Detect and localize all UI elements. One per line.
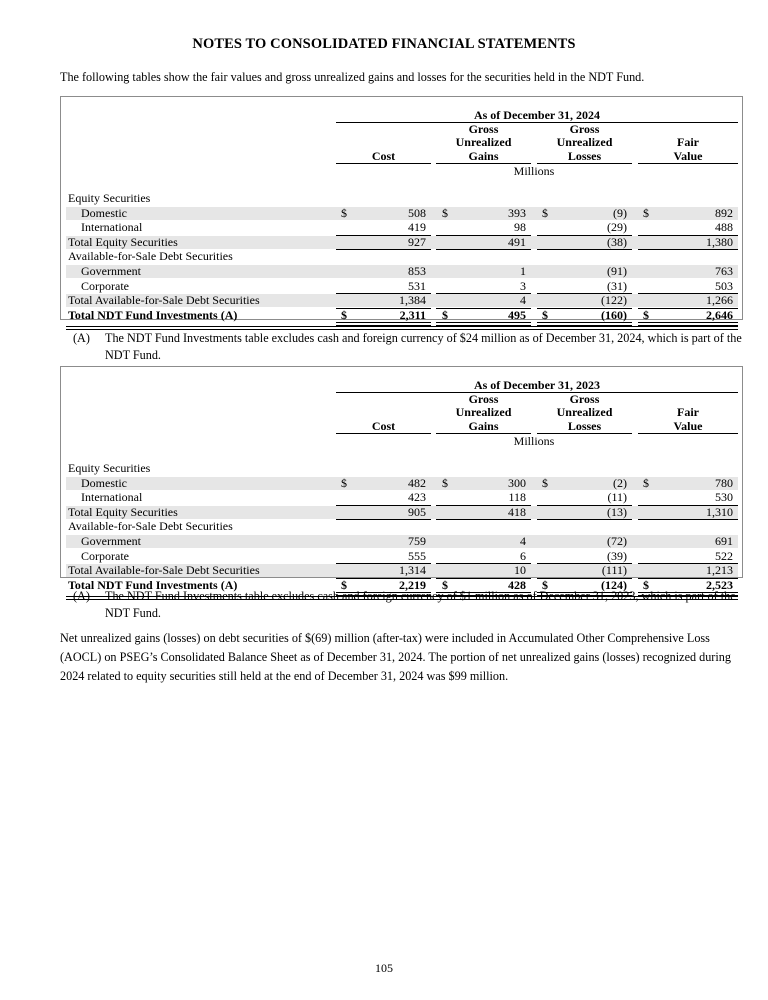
losses-value: (29) bbox=[607, 220, 627, 235]
page-title: NOTES TO CONSOLIDATED FINANCIAL STATEMENTS bbox=[192, 36, 576, 52]
gains-value: 6 bbox=[520, 548, 526, 563]
currency-symbol: $ bbox=[442, 307, 448, 322]
gains-value: 495 bbox=[508, 307, 526, 322]
cost-value: 1,384 bbox=[399, 293, 426, 308]
table-row bbox=[66, 564, 738, 577]
table-row bbox=[66, 294, 738, 307]
losses-header: Unrealized bbox=[556, 135, 613, 150]
cost-value: 531 bbox=[408, 278, 426, 293]
table-row bbox=[66, 506, 738, 519]
cost-value: 905 bbox=[408, 504, 426, 519]
units-label: Millions bbox=[513, 434, 555, 448]
losses-value: (38) bbox=[607, 234, 627, 249]
fair-value-header-underline bbox=[638, 433, 738, 434]
cost-header: Cost bbox=[371, 148, 396, 163]
gains-value: 300 bbox=[508, 475, 526, 490]
fair-value: 530 bbox=[715, 490, 733, 505]
row-label: International bbox=[81, 220, 143, 235]
gains-header: Unrealized bbox=[455, 405, 512, 420]
cost-value: 1,314 bbox=[399, 563, 426, 578]
row-label: Available-for-Sale Debt Securities bbox=[68, 249, 233, 264]
gains-value: 1 bbox=[520, 264, 526, 278]
cost-value: 508 bbox=[408, 205, 426, 220]
fair-value-header: Fair bbox=[677, 135, 699, 150]
currency-symbol: $ bbox=[341, 577, 347, 592]
losses-value: (2) bbox=[613, 475, 627, 490]
row-label: Government bbox=[81, 264, 141, 278]
table-row bbox=[66, 192, 738, 205]
losses-header: Gross bbox=[569, 122, 600, 137]
table-row bbox=[66, 462, 738, 475]
table-row bbox=[66, 221, 738, 234]
gains-value: 3 bbox=[520, 278, 526, 293]
cost-value: 419 bbox=[408, 220, 426, 235]
period-header: As of December 31, 2023 bbox=[473, 378, 601, 392]
row-label: International bbox=[81, 490, 143, 505]
page-number: 105 bbox=[375, 961, 393, 975]
currency-symbol: $ bbox=[442, 475, 448, 490]
losses-value: (13) bbox=[607, 504, 627, 519]
table-row bbox=[66, 477, 738, 490]
row-label: Government bbox=[81, 534, 141, 548]
losses-value: (91) bbox=[607, 264, 627, 278]
fair-value: 1,266 bbox=[706, 293, 733, 308]
footnote-tag: (A) bbox=[73, 331, 90, 345]
losses-value: (72) bbox=[607, 534, 627, 548]
losses-header: Losses bbox=[567, 148, 602, 163]
row-label: Total Available-for-Sale Debt Securities bbox=[68, 293, 260, 308]
table-row bbox=[66, 236, 738, 249]
gains-value: 118 bbox=[508, 490, 526, 505]
fair-value: 2,646 bbox=[706, 307, 733, 322]
gains-value: 4 bbox=[520, 293, 526, 308]
losses-value: (31) bbox=[607, 278, 627, 293]
cost-value: 853 bbox=[408, 264, 426, 278]
fair-value: 1,213 bbox=[706, 563, 733, 578]
currency-symbol: $ bbox=[341, 475, 347, 490]
fair-value: 1,310 bbox=[706, 504, 733, 519]
table-row bbox=[66, 280, 738, 293]
cost-value: 2,219 bbox=[399, 577, 426, 592]
gains-value: 428 bbox=[508, 577, 526, 592]
table-row bbox=[66, 535, 738, 548]
gains-header: Gains bbox=[468, 148, 499, 163]
row-label: Domestic bbox=[81, 205, 127, 220]
losses-value: (11) bbox=[607, 490, 627, 505]
cost-value: 482 bbox=[408, 475, 426, 490]
aocl-paragraph: Net unrealized gains (losses) on debt securities of $(69) million (after-tax) were included in Accumulated Other Comprehensive Loss (AOCL) on PSEG’s Consolidated Balance Sheet as of December 31, 2024. The portion of net unrealized gains (losses) recognized during 2024 related to equity securities still held at the end of December 31, 2024 was $99 million. bbox=[60, 631, 731, 683]
row-label: Domestic bbox=[81, 475, 127, 490]
fair-value: 763 bbox=[715, 264, 733, 278]
fair-value: 503 bbox=[715, 278, 733, 293]
losses-value: (111) bbox=[601, 563, 627, 578]
cost-value: 2,311 bbox=[399, 307, 426, 322]
currency-symbol: $ bbox=[542, 205, 548, 220]
fair-value: 892 bbox=[715, 205, 733, 220]
losses-header: Losses bbox=[567, 418, 602, 433]
table-row bbox=[66, 550, 738, 563]
row-label: Total Equity Securities bbox=[68, 234, 178, 249]
fair-value-header: Value bbox=[673, 148, 703, 163]
table-row bbox=[66, 309, 738, 322]
intro-text: The following tables show the fair values and gross unrealized gains and losses for the securities held in the NDT Fund. bbox=[60, 70, 645, 84]
cost-header: Cost bbox=[371, 418, 396, 433]
gains-value: 418 bbox=[508, 504, 526, 519]
currency-symbol: $ bbox=[643, 307, 649, 322]
fair-value-header: Value bbox=[673, 418, 703, 433]
cost-value: 759 bbox=[408, 534, 426, 548]
currency-symbol: $ bbox=[542, 475, 548, 490]
fair-value-header-underline bbox=[638, 163, 738, 164]
cost-value: 423 bbox=[408, 490, 426, 505]
currency-symbol: $ bbox=[643, 475, 649, 490]
losses-value: (122) bbox=[601, 293, 627, 308]
currency-symbol: $ bbox=[341, 307, 347, 322]
gains-header: Gross bbox=[468, 392, 499, 407]
fair-value: 691 bbox=[715, 534, 733, 548]
row-label: Total Available-for-Sale Debt Securities bbox=[68, 563, 260, 578]
gains-header: Gains bbox=[468, 418, 499, 433]
cost-header-underline bbox=[336, 433, 431, 434]
losses-value: (39) bbox=[607, 548, 627, 563]
row-label: Corporate bbox=[81, 278, 129, 293]
currency-symbol: $ bbox=[542, 307, 548, 322]
gains-value: 393 bbox=[508, 205, 526, 220]
cost-header-underline bbox=[336, 163, 431, 164]
table-row bbox=[66, 491, 738, 504]
cost-value: 555 bbox=[408, 548, 426, 563]
losses-value: (124) bbox=[601, 577, 627, 592]
row-label: Equity Securities bbox=[68, 191, 151, 205]
footnote-text: The NDT Fund Investments table excludes cash and foreign currency of $1 million as of December 31, 2023, which is part of the NDT Fund. bbox=[105, 589, 736, 620]
row-label: Total Equity Securities bbox=[68, 504, 178, 519]
gains-header: Gross bbox=[468, 122, 499, 137]
gains-value: 4 bbox=[520, 534, 526, 548]
cost-value: 927 bbox=[408, 234, 426, 249]
currency-symbol: $ bbox=[341, 205, 347, 220]
footnote-tag: (A) bbox=[73, 589, 90, 603]
footnote-text: The NDT Fund Investments table excludes cash and foreign currency of $24 million as of December 31, 2024, which is part of the NDT Fund. bbox=[105, 331, 742, 362]
losses-value: (9) bbox=[613, 205, 627, 220]
fair-value: 1,380 bbox=[706, 234, 733, 249]
currency-symbol: $ bbox=[643, 205, 649, 220]
row-label: Equity Securities bbox=[68, 461, 151, 475]
fair-value: 780 bbox=[715, 475, 733, 490]
period-header: As of December 31, 2024 bbox=[473, 108, 601, 122]
units-label: Millions bbox=[513, 164, 555, 178]
currency-symbol: $ bbox=[643, 577, 649, 592]
row-label: Corporate bbox=[81, 548, 129, 563]
row-label: Total NDT Fund Investments (A) bbox=[68, 307, 238, 322]
fair-value-table-2024 bbox=[60, 96, 743, 320]
losses-header: Gross bbox=[569, 392, 600, 407]
fair-value: 522 bbox=[715, 548, 733, 563]
table-row bbox=[66, 520, 738, 533]
losses-value: (160) bbox=[601, 307, 627, 322]
fair-value-table-2023 bbox=[60, 366, 743, 592]
table-row bbox=[66, 250, 738, 263]
row-label: Available-for-Sale Debt Securities bbox=[68, 519, 233, 534]
fair-value-header: Fair bbox=[677, 405, 699, 420]
table-row bbox=[66, 265, 738, 278]
gains-value: 10 bbox=[514, 563, 526, 578]
fair-value: 2,523 bbox=[706, 577, 733, 592]
currency-symbol: $ bbox=[442, 577, 448, 592]
table-row bbox=[66, 207, 738, 220]
currency-symbol: $ bbox=[442, 205, 448, 220]
fair-value: 488 bbox=[715, 220, 733, 235]
gains-header: Unrealized bbox=[455, 135, 512, 150]
gains-value: 98 bbox=[514, 220, 526, 235]
losses-header: Unrealized bbox=[556, 405, 613, 420]
currency-symbol: $ bbox=[542, 577, 548, 592]
row-label: Total NDT Fund Investments (A) bbox=[68, 577, 238, 592]
gains-value: 491 bbox=[508, 234, 526, 249]
